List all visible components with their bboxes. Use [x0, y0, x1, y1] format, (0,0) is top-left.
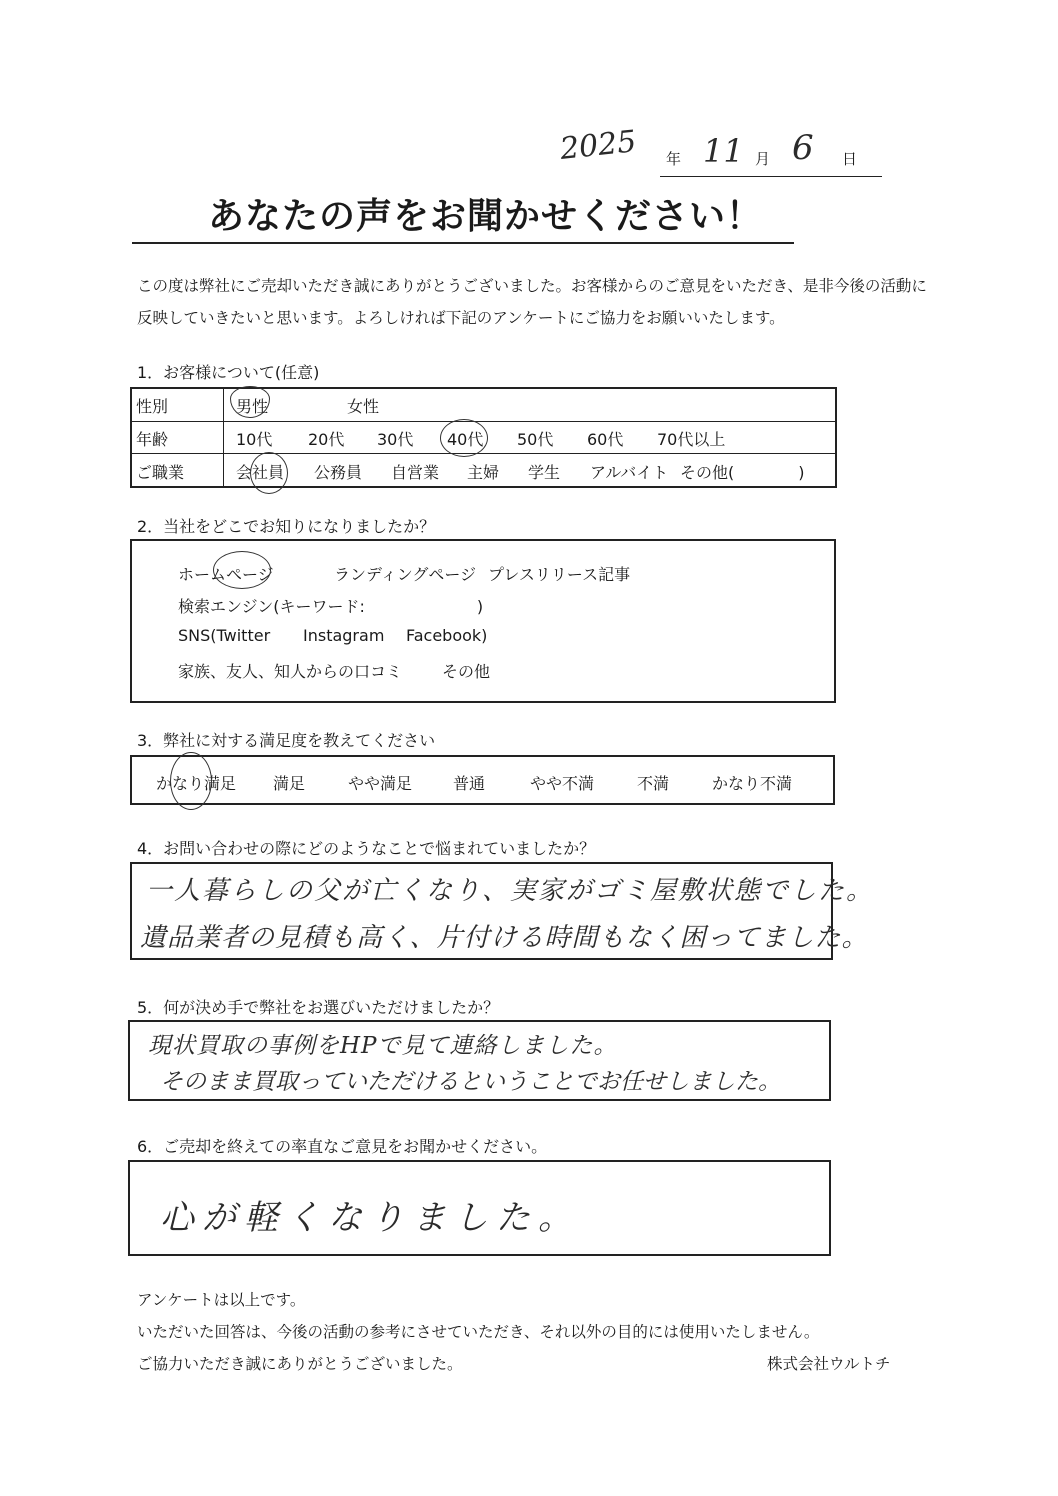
- gender-option-female[interactable]: 女性: [347, 397, 380, 416]
- q3-heading: 3．弊社に対する満足度を教えてください: [137, 731, 436, 750]
- date-day-label: 日: [842, 150, 858, 168]
- satisfaction-dissatisfied[interactable]: 不満: [637, 774, 670, 793]
- job-option-part-time[interactable]: アルバイト: [590, 463, 669, 482]
- q5-answer-line-1: 現状買取の事例をHPで見て連絡しました。: [148, 1033, 618, 1059]
- job-option-other[interactable]: その他( ): [680, 463, 805, 482]
- job-option-company-employee[interactable]: 会社員: [236, 463, 285, 482]
- footer-line-2: いただいた回答は、今後の活動の参考にさせていただき、それ以外の目的には使用いたしません。: [137, 1323, 820, 1341]
- source-option-landing-page[interactable]: ランディングページ: [334, 565, 477, 584]
- job-option-civil-servant[interactable]: 公務員: [314, 463, 363, 482]
- gender-option-male[interactable]: 男性: [236, 397, 269, 416]
- satisfaction-very-dissatisfied[interactable]: かなり不満: [712, 774, 793, 793]
- age-option-10s[interactable]: 10代: [236, 430, 273, 449]
- satisfaction-neutral[interactable]: 普通: [453, 774, 486, 793]
- source-option-instagram[interactable]: Instagram: [303, 626, 385, 645]
- q5-heading: 5．何が決め手で弊社をお選びいただけましたか？: [137, 998, 500, 1017]
- source-option-other[interactable]: その他: [442, 662, 491, 681]
- source-selection-circle: [213, 551, 271, 589]
- source-option-sns-twitter[interactable]: SNS(Twitter: [178, 626, 271, 645]
- q4-heading: 4．お問い合わせの際にどのようなことで悩まれていましたか？: [137, 839, 596, 858]
- date-year-label: 年: [666, 150, 682, 168]
- source-option-facebook[interactable]: Facebook): [406, 626, 488, 645]
- age-option-40s[interactable]: 40代: [447, 430, 484, 449]
- source-option-search-engine[interactable]: 検索エンジン(キーワード: ): [178, 597, 484, 616]
- q6-answer: 心が軽くなりました。: [160, 1198, 580, 1238]
- age-option-20s[interactable]: 20代: [308, 430, 345, 449]
- satisfaction-satisfied[interactable]: 満足: [273, 774, 306, 793]
- satisfaction-somewhat-satisfied[interactable]: やや満足: [348, 774, 413, 793]
- job-label: ご職業: [136, 463, 185, 482]
- age-option-30s[interactable]: 30代: [377, 430, 414, 449]
- footer-line-1: アンケートは以上です。: [137, 1291, 306, 1309]
- date-month: 11: [703, 132, 744, 170]
- date-year: 2025: [558, 124, 638, 167]
- age-label: 年齢: [136, 430, 169, 449]
- intro-line-1: この度は弊社にご売却いただき誠にありがとうございました。お客様からのご意見をいただき、是非今後の活動に: [137, 277, 927, 295]
- source-option-homepage[interactable]: ホームページ: [178, 565, 274, 584]
- intro-line-2: 反映していきたいと思います。よろしければ下記のアンケートにご協力をお願いいたします。: [137, 309, 785, 327]
- age-selection-circle: [440, 419, 488, 457]
- source-option-word-of-mouth[interactable]: 家族、友人、知人からの口コミ: [178, 662, 403, 681]
- satisfaction-selection-circle: [170, 752, 212, 810]
- age-option-50s[interactable]: 50代: [517, 430, 554, 449]
- q4-answer-line-1: 一人暮らしの父が亡くなり、実家がゴミ屋敷状態でした。: [146, 876, 875, 906]
- date-month-label: 月: [755, 150, 771, 168]
- job-option-student[interactable]: 学生: [528, 463, 561, 482]
- q1-heading: 1．お客様について(任意): [137, 363, 320, 382]
- title-underline: [132, 242, 794, 244]
- date-underline: [660, 176, 882, 177]
- job-selection-circle: [250, 452, 288, 494]
- company-name: 株式会社ウルトチ: [767, 1355, 891, 1373]
- q5-answer-line-2: そのまま買取っていただけるということでお任せしました。: [160, 1069, 781, 1095]
- source-option-press-release[interactable]: プレスリリース記事: [488, 565, 631, 584]
- q2-heading: 2．当社をどこでお知りになりましたか？: [137, 517, 436, 536]
- job-option-self-employed[interactable]: 自営業: [391, 463, 440, 482]
- gender-label: 性別: [136, 397, 169, 416]
- age-option-60s[interactable]: 60代: [587, 430, 624, 449]
- date-day: 6: [792, 128, 814, 168]
- job-option-housewife[interactable]: 主婦: [467, 463, 500, 482]
- q6-heading: 6．ご売却を終えての率直なご意見をお聞かせください。: [137, 1137, 548, 1156]
- satisfaction-somewhat-dissatisfied[interactable]: やや不満: [530, 774, 595, 793]
- satisfaction-very-satisfied[interactable]: かなり満足: [156, 774, 237, 793]
- age-option-70s-plus[interactable]: 70代以上: [657, 430, 726, 449]
- page-title: あなたの声をお聞かせください！: [208, 196, 764, 237]
- footer-line-3: ご協力いただき誠にありがとうございました。: [137, 1355, 463, 1373]
- q4-answer-line-2: 遺品業者の見積も高く、片付ける時間もなく困ってました。: [140, 923, 869, 953]
